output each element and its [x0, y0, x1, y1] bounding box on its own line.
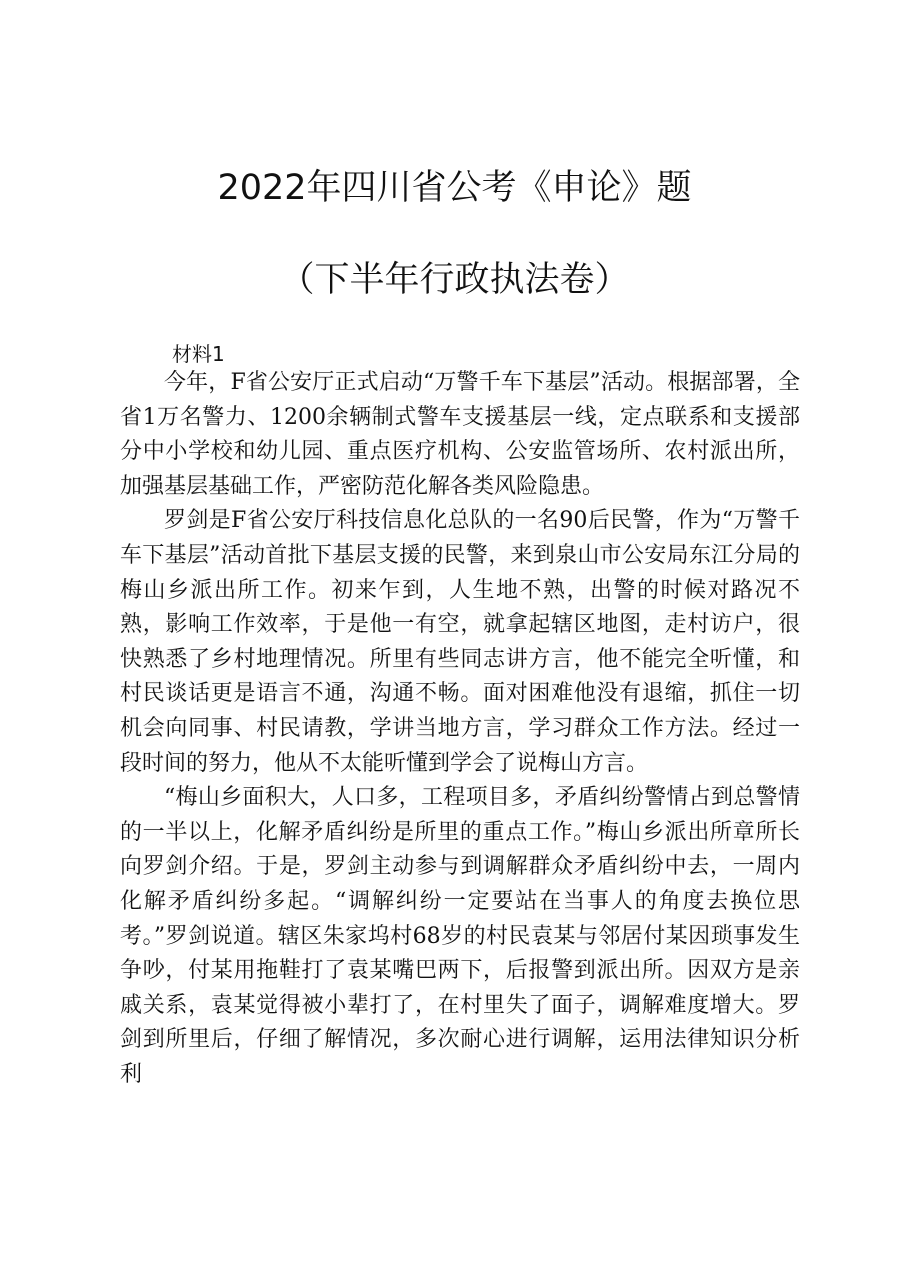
- paragraph: 罗剑是F省公安厅科技信息化总队的一名90后民警，作为“万警千车下基层”活动首批下基层支援的民警，来到泉山市公安局东江分局的梅山乡派出所工作。初来乍到，人生地不熟，出警的时候对路况不熟，影响工作效率，于是他一有空，就拿起辖区地图，走村访户，很快熟悉了乡村地理情况。所里有些同志讲方言，他不能完全听懂，和村民谈话更是语言不通，沟通不畅。面对困难他没有退缩，抓住一切机会向同事、村民请教，学讲当地方言，学习群众工作方法。经过一段时间的努力，他从不太能听懂到学会了说梅山方言。: [120, 508, 800, 776]
- section-label: 材料1: [172, 342, 225, 366]
- paragraph: “梅山乡面积大，人口多，工程项目多，矛盾纠纷警情占到总警情的一半以上，化解矛盾纠纷是所里的重点工作。”梅山乡派出所章所长向罗剑介绍。于是，罗剑主动参与到调解群众矛盾纠纷中去，一周内化解矛盾纠纷多起。“调解纠纷一定要站在当事人的角度去换位思考。”罗剑说道。辖区朱家坞村68岁的村民袁某与邻居付某因琐事发生争吵，付某用拖鞋打了袁某嘴巴两下，后报警到派出所。因双方是亲戚关系，袁某觉得被小辈打了，在村里失了面子，调解难度增大。罗剑到所里后，仔细了解情况，多次耐心进行调解，运用法律知识分析利: [120, 785, 800, 1087]
- document-subtitle: （下半年行政执法卷）: [279, 260, 630, 300]
- paragraph: 今年，F省公安厅正式启动“万警千车下基层”活动。根据部署，全省1万名警力、1200余辆制式警车支援基层一线，定点联系和支援部分中小学校和幼儿园、重点医疗机构、公安监管场所、农村派出所，加强基层基础工作，严密防范化解各类风险隐患。: [120, 370, 800, 499]
- document-title: 2022年四川省公考《申论》题: [217, 168, 692, 208]
- document-body: [120, 366, 800, 1092]
